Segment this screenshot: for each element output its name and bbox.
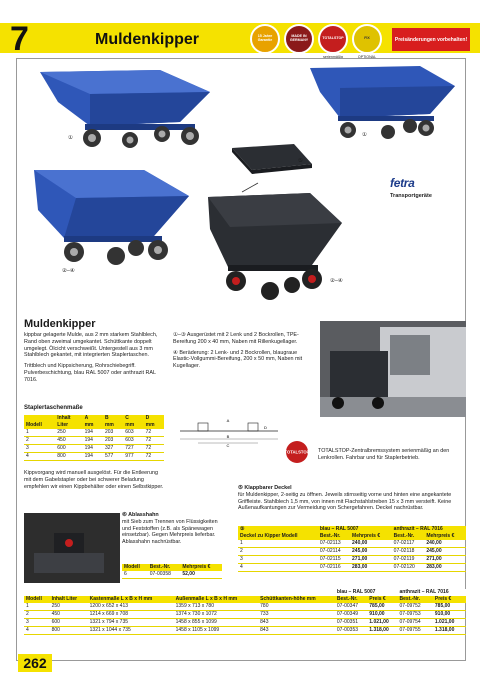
drawing-label-b: B xyxy=(226,434,230,439)
table-row: 3 600 1321 x 794 x 735 1458 x 855 x 1099 843 07-00351 1.021,00 07-09754 1.021,00 xyxy=(24,619,466,627)
deckel-group-header: ⑤ blau – RAL 5007 anthrazit – RAL 7016 xyxy=(238,526,466,533)
col-modell: Modell xyxy=(26,422,42,428)
ablass-header-row: Modell Best.-Nr. Mehrpreis € xyxy=(122,564,222,571)
notes-paragraph-1: ①–③ Ausgerüstet mit 2 Lenk und 2 Bockrollen, TPE-Bereifung 200 x 40 mm, Naben mit Rillenkugellager. xyxy=(173,332,299,345)
made-in-germany-badge xyxy=(284,24,314,54)
deckel-table xyxy=(238,526,466,572)
drawing-label-d: D xyxy=(264,425,267,430)
deckel-heading: ⑤ Klappbarer Deckel xyxy=(238,485,292,491)
description-paragraph-2: Trittblech und Kippsicherung, Rohrschiebegriff. Pulverbeschichtung, blau RAL 5007 oder anthrazit RAL 7016. xyxy=(24,363,156,383)
table-row: 3 600 194 327 727 72 xyxy=(24,445,164,453)
blue-tipper-image-3 xyxy=(24,160,194,270)
deckel-section xyxy=(238,485,466,512)
drain-tap-icon xyxy=(24,513,120,583)
product-title: Muldenkipper xyxy=(24,318,96,330)
col-a: A mm xyxy=(84,415,94,428)
table-row: 4 800 194 577 977 72 xyxy=(24,453,164,461)
label-fig-5 xyxy=(298,158,303,165)
ablasshahn-table xyxy=(122,564,222,579)
table-row: 4 800 1321 x 1044 x 735 1458 x 1105 x 1099 843 07-00353 1.318,00 07-09755 1.318,00 xyxy=(24,627,466,635)
totalstop-caption: serienmäßig xyxy=(323,55,343,59)
table-row: 2 450 194 203 603 72 xyxy=(24,437,164,445)
col-c: C mm xyxy=(125,415,135,428)
staplertaschen-header-row xyxy=(24,415,164,429)
ablasshahn-description: mit Sieb zum Trennen von Flüssigkeiten und Feststoffen (z.B. als Spänewagen einsetzbar). Gegen Mehrpreis lieferbar. Ablasshahn nachrüstbar. xyxy=(122,518,218,545)
label-fig-1b xyxy=(362,132,367,139)
page-number: 262 xyxy=(18,654,52,672)
table-row: 6 07-00358 52,00 xyxy=(122,571,222,579)
drawing-label-a: A xyxy=(226,419,230,423)
table-row: 1 07-02113 240,00 07-02117 240,00 xyxy=(238,540,466,548)
totalstop-logo xyxy=(278,440,316,464)
ablasshahn-section xyxy=(122,512,226,546)
table-row: 2 450 1214 x 669 x 708 1374 x 730 x 1072 733 07-00349 910,00 07-09753 910,00 xyxy=(24,611,466,619)
main-group-header: blau – RAL 5007 anthrazit – RAL 7016 xyxy=(24,589,466,596)
label-fig-1 xyxy=(68,135,73,142)
page-title: Muldenkipper xyxy=(95,31,200,48)
table-row: 3 07-02115 271,00 07-02119 271,00 xyxy=(238,556,466,564)
price-note: Preisänderungen vorbehalten! xyxy=(392,28,470,51)
made-in-germany-text: MADE IN GERMANY xyxy=(289,34,309,42)
ablasshahn-heading: ⑥ Ablasshahn xyxy=(122,512,159,518)
kipp-text: Kippvorgang wird manuell ausgelöst. Für die Entleerung mit dem Gabelstapler oder bei schwerer Beladung empfehlen wir einen Kippbehälter oder einen Selbstkipper. xyxy=(24,470,164,490)
totalstop-badge-text: TOTALSTOP xyxy=(322,36,344,41)
fetra-brand xyxy=(390,176,470,206)
staplertaschen-title: Staplertaschenmaße xyxy=(24,405,83,411)
product-notes xyxy=(173,332,313,374)
ablasshahn-photo xyxy=(24,513,120,583)
col-b: B mm xyxy=(104,415,114,428)
totalstop-badge xyxy=(318,24,348,54)
anthracite-tipper-image xyxy=(200,185,350,315)
totalstop-text: TOTALSTOP-Zentralbremssystem serienmäßig an den Lenkrollen. Fahrbar und für Staplerbetrieb. xyxy=(318,448,450,461)
machine-scene-icon xyxy=(320,321,466,417)
chapter-number: 7 xyxy=(10,20,29,58)
fig-1b-number: ① xyxy=(362,132,367,138)
warranty-badge xyxy=(250,24,280,54)
drawing-label-c: C xyxy=(226,443,230,448)
staplertaschen-table xyxy=(24,415,164,461)
machine-photo xyxy=(320,321,466,417)
notes-paragraph-2: ④ Beräderung: 2 Lenk- und 2 Bockrollen, blaugraue Elastic-Vollgummi-Bereifung, 200 x 50 mm, Naben mit Kugellager. xyxy=(173,349,303,369)
table-row: 1 250 194 203 603 72 xyxy=(24,429,164,437)
blue-tipper-image-2 xyxy=(300,62,460,147)
fetra-tagline: Transportgeräte xyxy=(390,193,432,199)
description-paragraph-1: kippbar gelagerte Mulde, aus 2 mm starkem Stahlblech, Rand oben zweimal umgekantet. Schüttkante doppelt umgelegt. Ölcicht verschweißt. Untergestell aus 3 mm Stahlblech gekantet, mit integrierten Staplertaschen. xyxy=(24,332,158,359)
label-fig-2-4 xyxy=(62,268,75,275)
fig-5-number: ⑤ xyxy=(298,158,303,164)
fix-caption: OPTIONAL xyxy=(357,55,377,59)
dimension-drawing xyxy=(178,419,280,449)
fix-badge xyxy=(352,24,382,54)
fig-2-4b-number: ②–④ xyxy=(330,278,343,284)
warranty-badge-text: 15 Jahre Garantie xyxy=(257,34,273,42)
label-fig-2-4b xyxy=(330,278,343,285)
blue-tipper-image-1 xyxy=(30,62,220,152)
deckel-header-row: Deckel zu Kipper Modell Best.-Nr. Mehrpreis € Best.-Nr. Mehrpreis € xyxy=(238,533,466,540)
main-product-table xyxy=(24,589,466,635)
table-row: 4 07-02116 283,00 07-02120 283,00 xyxy=(238,564,466,572)
table-row: 1 250 1200 x 652 x 413 1359 x 713 x 780 780 07-00347 785,00 07-09752 785,00 xyxy=(24,603,466,611)
col-d: D mm xyxy=(145,415,155,428)
totalstop-logo-text: TOTALSTOP xyxy=(284,449,310,455)
fetra-logo: fetra xyxy=(390,176,415,190)
fig-1-number: ① xyxy=(68,135,73,141)
main-header-row: Modell Inhalt Liter Kastenmaße L x B x H mm Außenmaße L x B x H mm Schüttkanten-höhe mm Best.-Nr. Preis € Best.-Nr. Preis € xyxy=(24,596,466,603)
fix-badge-text: FIX xyxy=(364,36,370,41)
table-row: 2 07-02114 245,00 07-02118 245,00 xyxy=(238,548,466,556)
product-description xyxy=(24,332,164,387)
col-inhalt: Inhalt Liter xyxy=(57,415,71,428)
fig-2-4-number: ②–④ xyxy=(62,268,75,274)
deckel-description: für Muldenkipper, 2-seitig zu öffnen. Jeweils stirnseitig vorne und hinten eine angekantete Griffleiste. Stahlblech 1,5 mm, von innen mit Flachstahlstreben 15 x 3 mm versteift. Keine Außenaufkantungen zur Vermeidung von Schergefahren. Deckel nachrüstbar. xyxy=(238,491,452,512)
